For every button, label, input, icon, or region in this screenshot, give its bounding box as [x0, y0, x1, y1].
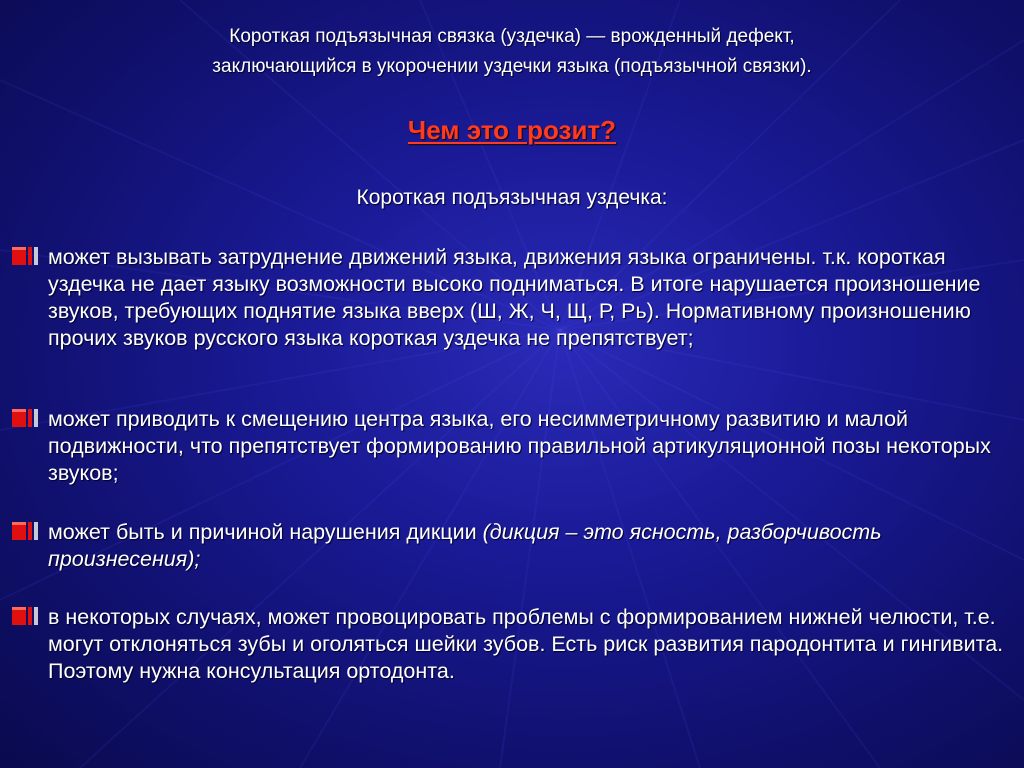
list-item-text: в некоторых случаях, может провоцировать проблемы с формированием нижней челюсти, т.е. могут отклоняться зубы и оголяться шейки зубов. Есть риск развития пародонтита и гингивита. Поэтому нужна консультация ортодонта.	[48, 605, 1004, 683]
list-item-text: может быть и причиной нарушения дикции	[48, 520, 483, 544]
list-item	[48, 406, 1008, 487]
heading-text: Чем это грозит?	[407, 115, 617, 145]
list-item	[48, 519, 1008, 573]
list-item	[48, 604, 1008, 685]
slide-subheading: Короткая подъязычная уздечка:	[356, 186, 668, 209]
red-square-bullet-icon	[10, 519, 40, 543]
intro-line-1: Короткая подъязычная связка (уздечка) — врожденный дефект,	[229, 26, 795, 47]
red-square-bullet-icon	[10, 604, 40, 628]
list-item-text: может вызывать затруднение движений языка, движения языка ограничены. т.к. короткая уздечка не дает языку возможности высоко подниматься. В итоге нарушается произношение звуков, требующих поднятие языка вверх (Ш, Ж, Ч, Щ, Р, Рь). Нормативному произношению прочих звуков русского языка короткая уздечка не препятствует;	[48, 245, 981, 350]
red-square-bullet-icon	[10, 406, 40, 430]
intro-line-2: заключающийся в укорочении уздечки языка (подъязычной связки).	[212, 56, 812, 77]
list-item-text: может приводить к смещению центра языка, его несимметричному развитию и малой подвижности, что препятствует формированию правильной артикуляционной позы некоторых звуков;	[48, 407, 991, 485]
list-item	[48, 244, 1008, 352]
list-item-italic-text: (дикция – это ясность, разборчивость произнесения);	[48, 520, 882, 571]
red-square-bullet-icon	[10, 244, 40, 268]
